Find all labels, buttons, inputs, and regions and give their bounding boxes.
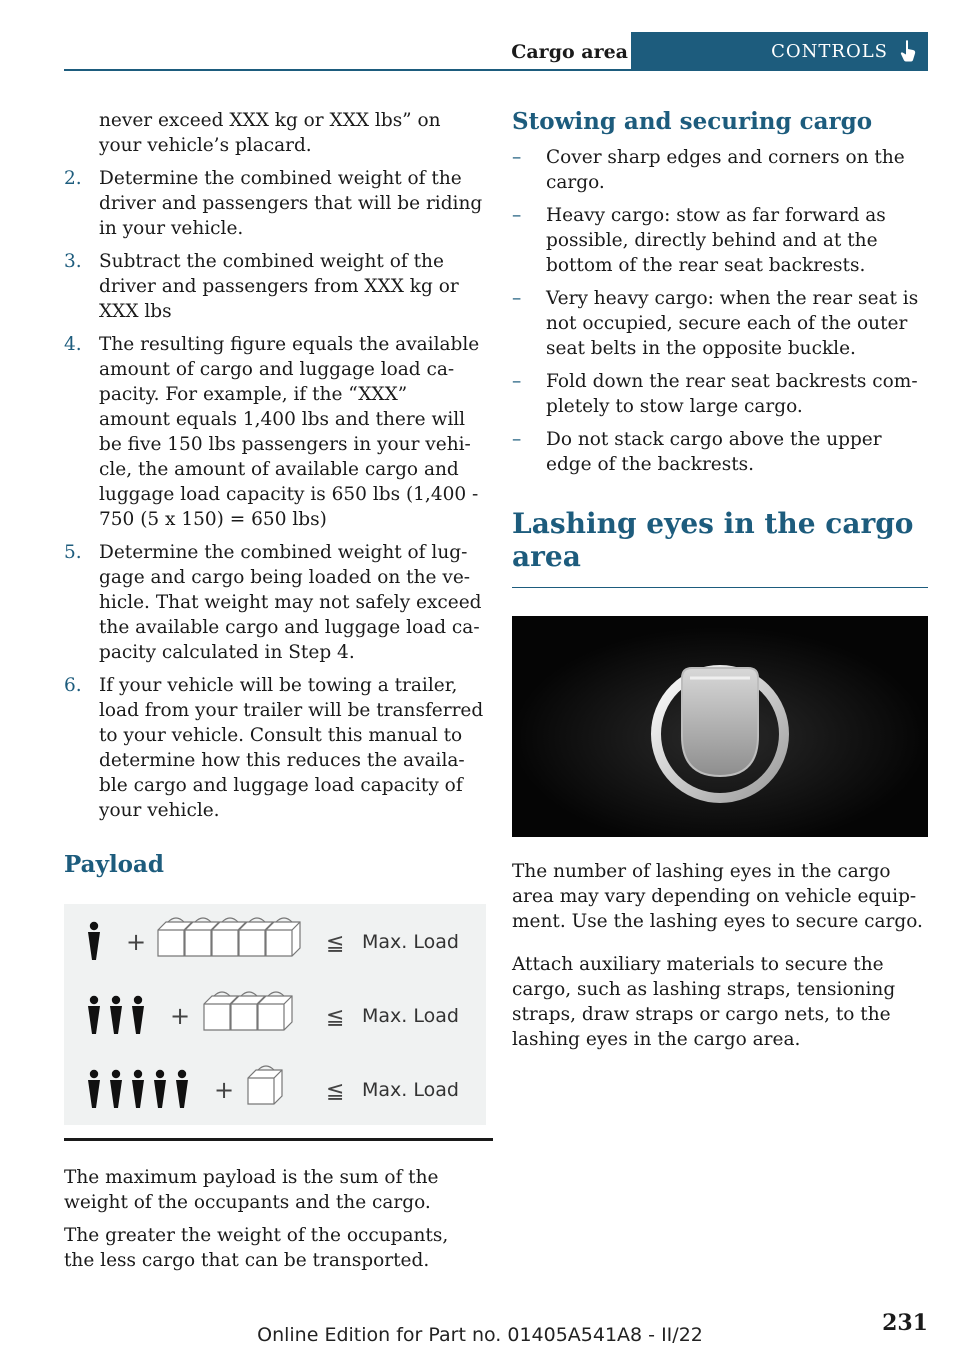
steps-list xyxy=(64,166,484,823)
list-item xyxy=(512,369,928,419)
stowing-item-text: Do not stack cargo above the upper edge of the backrests. xyxy=(546,429,882,475)
lashing-paragraph-2: Attach auxiliary materials to secure the cargo, such as lashing straps, tensioning straps, draw straps or cargo nets, to the lashing eyes in the cargo area. xyxy=(512,954,896,1050)
luggage-icon xyxy=(248,1066,282,1104)
person-icon xyxy=(110,1070,122,1108)
dash-bullet: – xyxy=(512,205,522,226)
list-item xyxy=(64,249,484,324)
step-text: The resulting figure equals the available amount of cargo and luggage load capacity. For example, if the “XXX” amount equals 1,400 lbs and there will be five 150 lbs passengers in your vehicle, the amount of available cargo and luggage load capacity is 650 lbs (1,400 - 750 (5 x 150) = 650 lbs) xyxy=(99,334,480,530)
list-item xyxy=(512,203,928,278)
person-icon xyxy=(88,922,100,960)
plus-sign: + xyxy=(126,928,147,956)
payload-diagram xyxy=(64,904,486,1125)
person-icon xyxy=(88,996,100,1034)
list-item xyxy=(64,166,484,241)
stowing-item-text: Fold down the rear seat backrests completely to stow large cargo. xyxy=(546,371,918,417)
page-number: 231 xyxy=(882,1310,928,1336)
step-text: If your vehicle will be towing a trailer, load from your trailer will be transferred to your vehicle. Consult this manual to determine how this reduces the available cargo and luggage load capacity of your vehicle. xyxy=(99,675,484,821)
dash-bullet: – xyxy=(512,429,522,450)
plus-sign: + xyxy=(214,1076,235,1104)
step-text: Subtract the combined weight of the driver and passengers from XXX kg or XXX lbs xyxy=(99,251,459,322)
payload-figure xyxy=(64,904,486,1125)
dash-bullet: – xyxy=(512,288,522,309)
left-column xyxy=(64,108,484,1273)
step-text: Determine the combined weight of the driver and passengers that will be riding in your vehicle. xyxy=(99,168,483,239)
max-load-label: Max. Load xyxy=(362,1005,459,1027)
step-number: 4. xyxy=(64,334,82,355)
step-number: 6. xyxy=(64,675,82,696)
list-item xyxy=(512,145,928,195)
step-text: Determine the combined weight of luggage and cargo being loaded on the vehicle. That weight may not safely exceed the available cargo and luggage load capacity calculated in Step 4. xyxy=(99,542,482,663)
header-chapter-label: CONTROLS xyxy=(771,40,888,62)
pointing-hand-icon xyxy=(898,40,918,62)
dash-bullet: – xyxy=(512,147,522,168)
less-equal-symbol: ≦ xyxy=(326,931,345,956)
intro-continuation: never exceed XXX kg or XXX lbs” on your vehicle’s placard. xyxy=(99,110,441,156)
dash-bullet: – xyxy=(512,371,522,392)
step-number: 3. xyxy=(64,251,82,272)
header-chapter-tab xyxy=(631,32,928,70)
person-icon xyxy=(132,1070,144,1108)
payload-paragraph-1: The maximum payload is the sum of the weight of the occupants and the cargo. xyxy=(64,1167,439,1213)
max-load-label: Max. Load xyxy=(362,931,459,953)
person-icon xyxy=(110,996,122,1034)
stowing-heading: Stowing and securing cargo xyxy=(512,108,873,135)
step-number: 5. xyxy=(64,542,82,563)
payload-paragraph-2: The greater the weight of the occupants, the less cargo that can be transported. xyxy=(64,1225,449,1271)
header-rule xyxy=(64,69,928,71)
person-icon xyxy=(132,996,144,1034)
list-item xyxy=(64,673,484,823)
person-icon xyxy=(88,1070,100,1108)
payload-heading: Payload xyxy=(64,851,165,878)
stowing-item-text: Cover sharp edges and corners on the cargo. xyxy=(546,147,905,193)
right-column xyxy=(512,108,928,1052)
header-section-title: Cargo area xyxy=(511,41,628,63)
list-item xyxy=(512,427,928,477)
lashing-eye-icon xyxy=(512,616,928,837)
lashing-eye-photo xyxy=(512,616,928,837)
less-equal-symbol: ≦ xyxy=(326,1005,345,1030)
lashing-paragraph-1: The number of lashing eyes in the cargo area may vary depending on vehicle equipment. Use the lashing eyes to secure cargo. xyxy=(512,861,923,932)
list-item xyxy=(64,332,484,532)
list-item xyxy=(512,286,928,361)
person-icon xyxy=(154,1070,166,1108)
person-icon xyxy=(176,1070,188,1108)
list-item xyxy=(64,540,484,665)
stowing-list xyxy=(512,145,928,477)
step-number: 2. xyxy=(64,168,82,189)
plus-sign: + xyxy=(170,1002,191,1030)
lashing-heading: Lashing eyes in the cargo area xyxy=(512,507,928,588)
less-equal-symbol: ≦ xyxy=(326,1079,345,1104)
stowing-item-text: Very heavy cargo: when the rear seat is not occupied, secure each of the outer seat belts in the opposite buckle. xyxy=(546,288,919,359)
edition-line: Online Edition for Part no. 01405A541A8 - II/22 xyxy=(257,1324,703,1346)
stowing-item-text: Heavy cargo: stow as far forward as possible, directly behind and at the bottom of the rear seat backrests. xyxy=(546,205,886,276)
max-load-label: Max. Load xyxy=(362,1079,459,1101)
